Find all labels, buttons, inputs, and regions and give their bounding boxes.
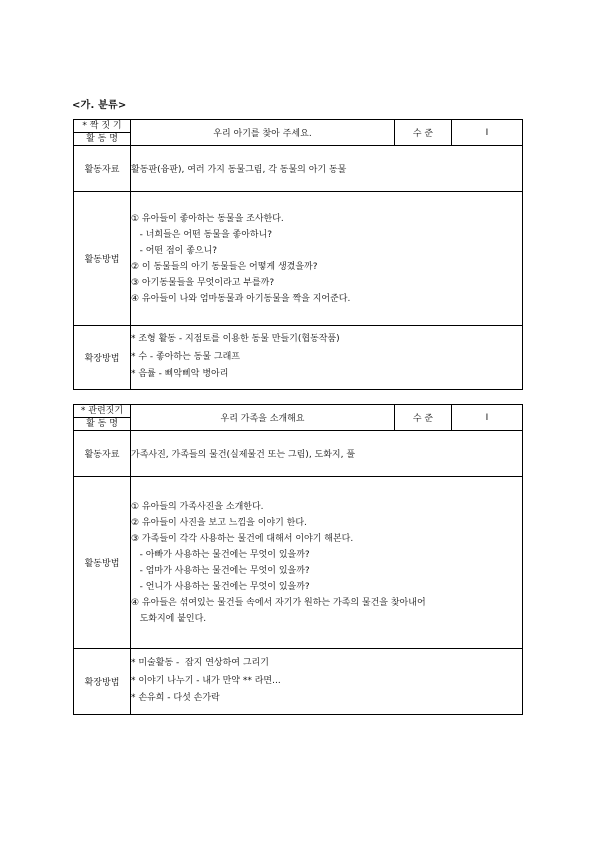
method-line: ① 유아들이 좋아하는 동물을 조사한다.	[131, 213, 284, 224]
method-label: 활동방법	[74, 477, 131, 649]
materials-label: 활동자료	[74, 146, 131, 192]
extension-line: * 수 - 좋아하는 동물 그래프	[131, 351, 240, 362]
method-line: ③ 아기동물들을 무엇이라고 부를까?	[131, 277, 275, 288]
method-content	[131, 192, 523, 326]
method-line: ② 이 동물들의 아기 동물들은 어떻게 생겼을까?	[131, 261, 318, 272]
method-line: ① 유아들의 가족사진을 소개한다.	[131, 501, 264, 512]
level-label: 수 준	[395, 405, 452, 431]
level-value: Ⅰ	[452, 120, 523, 146]
extension-line: * 미술활동 - 잡지 연상하여 그리기	[131, 658, 269, 669]
extension-line: * 이야기 나누기 - 내가 만약 ** 라면...	[131, 675, 281, 686]
level-label: 수 준	[395, 120, 452, 146]
method-line: ② 유아들이 사진을 보고 느낌을 이야기 한다.	[131, 517, 307, 528]
activity-title: 우리 아기를 찾아 주세요.	[131, 120, 395, 146]
section-heading: <가. 분류>	[72, 100, 127, 111]
method-line: 도화지에 붙인다.	[131, 613, 207, 624]
method-line: ③ 가족들이 각각 사용하는 물건에 대해서 이야기 해본다.	[131, 533, 354, 544]
extension-line: * 조형 활동 - 지점토를 이용한 동물 만들기(협동작품)	[131, 334, 340, 345]
pair-label: * 짝 짓 기	[74, 120, 130, 133]
activity-title: 우리 가족을 소개해요	[131, 405, 395, 431]
extension-content	[131, 649, 523, 715]
activity-table-2	[73, 404, 523, 715]
activity-table-1	[73, 119, 523, 390]
activity-name-label: 활 동 명	[86, 134, 118, 144]
activity-name-header	[74, 405, 131, 431]
extension-label: 확장방법	[74, 649, 131, 715]
method-line: - 아빠가 사용하는 물건에는 무엇이 있을까?	[131, 549, 310, 560]
extension-content	[131, 326, 523, 390]
method-line: - 너희들은 어떤 동물을 좋아하니?	[131, 229, 273, 240]
method-line: ④ 유아들은 섞여있는 물건들 속에서 자기가 원하는 가족의 물건을 찾아내어	[131, 597, 426, 608]
method-line: - 엄마가 사용하는 물건에는 무엇이 있을까?	[131, 565, 310, 576]
method-line: - 언니가 사용하는 물건에는 무엇이 있을까?	[131, 581, 310, 592]
method-line: ④ 유아들이 나와 엄마동물과 아기동물을 짝을 지어준다.	[131, 293, 351, 304]
method-label: 활동방법	[74, 192, 131, 326]
activity-name-header	[74, 120, 131, 146]
materials-label: 활동자료	[74, 431, 131, 477]
pair-label: * 관련짓기	[74, 405, 130, 418]
extension-label: 확장방법	[74, 326, 131, 390]
level-value: Ⅰ	[452, 405, 523, 431]
activity-name-label: 활 동 명	[86, 419, 118, 429]
materials-text: 가족사진, 가족들의 물건(실제물건 또는 그림), 도화지, 풀	[131, 431, 523, 477]
extension-line: * 음률 - 삐악삐악 병아리	[131, 369, 229, 380]
materials-text: 활동판(융판), 여러 가지 동물그림, 각 동물의 아기 동물	[131, 146, 523, 192]
method-content	[131, 477, 523, 649]
method-line: - 어떤 점이 좋으니?	[131, 245, 218, 256]
extension-line: * 손유희 - 다섯 손가락	[131, 693, 220, 704]
